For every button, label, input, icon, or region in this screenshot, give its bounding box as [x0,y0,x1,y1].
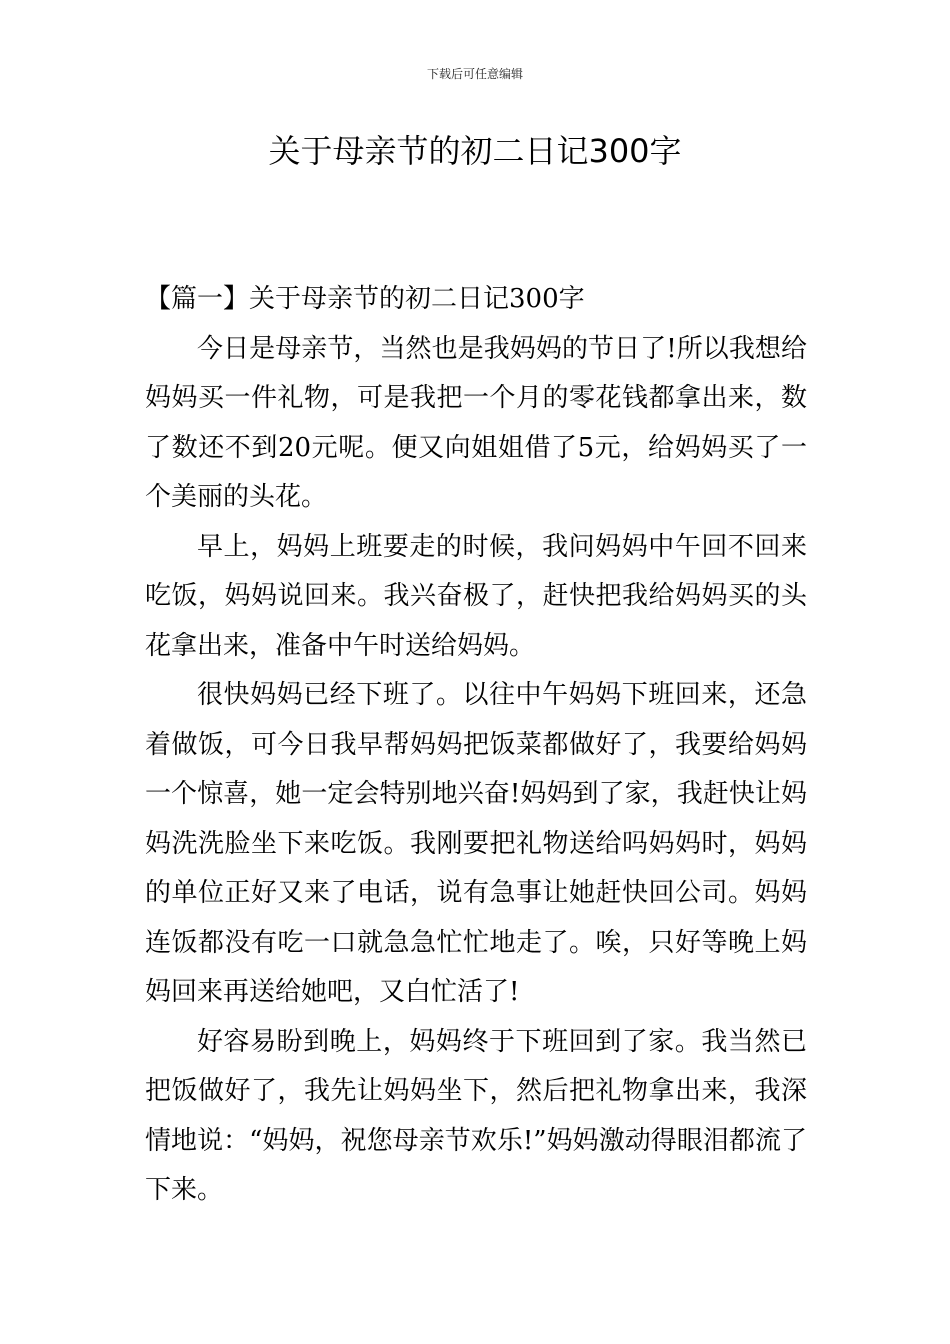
header-note: 下载后可任意编辑 [426,67,523,81]
section-heading: 【篇一】关于母亲节的初二日记300字 [145,284,585,314]
paragraph: 很快妈妈已经下班了。以往中午妈妈下班回来，还急着做饭，可今日我早帮妈妈把饭菜都做好了，我要给妈妈一个惊喜，她一定会特别地兴奋!妈妈到了家，我赶快让妈妈洗洗脸坐下来吃饭。我刚要把礼物送给吗妈妈时，妈妈的单位正好又来了电话，说有急事让她赶快回公司。妈妈连饭都没有吃一口就急急忙忙地走了。唉，只好等晚上妈妈回来再送给她吧，又白忙活了! [145,680,807,1007]
paragraph: 今日是母亲节，当然也是我妈妈的节日了!所以我想给妈妈买一件礼物，可是我把一个月的零花钱都拿出来，数了数还不到20元呢。便又向姐姐借了5元，给妈妈买了一个美丽的头花。 [145,333,807,512]
page-title: 关于母亲节的初二日记300字 [268,132,682,170]
document-body [145,275,807,1216]
paragraph: 早上，妈妈上班要走的时候，我问妈妈中午回不回来吃饭，妈妈说回来。我兴奋极了，赶快把我给妈妈买的头花拿出来，准备中午时送给妈妈。 [145,531,807,661]
paragraph: 好容易盼到晚上，妈妈终于下班回到了家。我当然已把饭做好了，我先让妈妈坐下，然后把礼物拿出来，我深情地说：“妈妈，祝您母亲节欢乐!”妈妈激动得眼泪都流了下来。 [145,1026,807,1205]
